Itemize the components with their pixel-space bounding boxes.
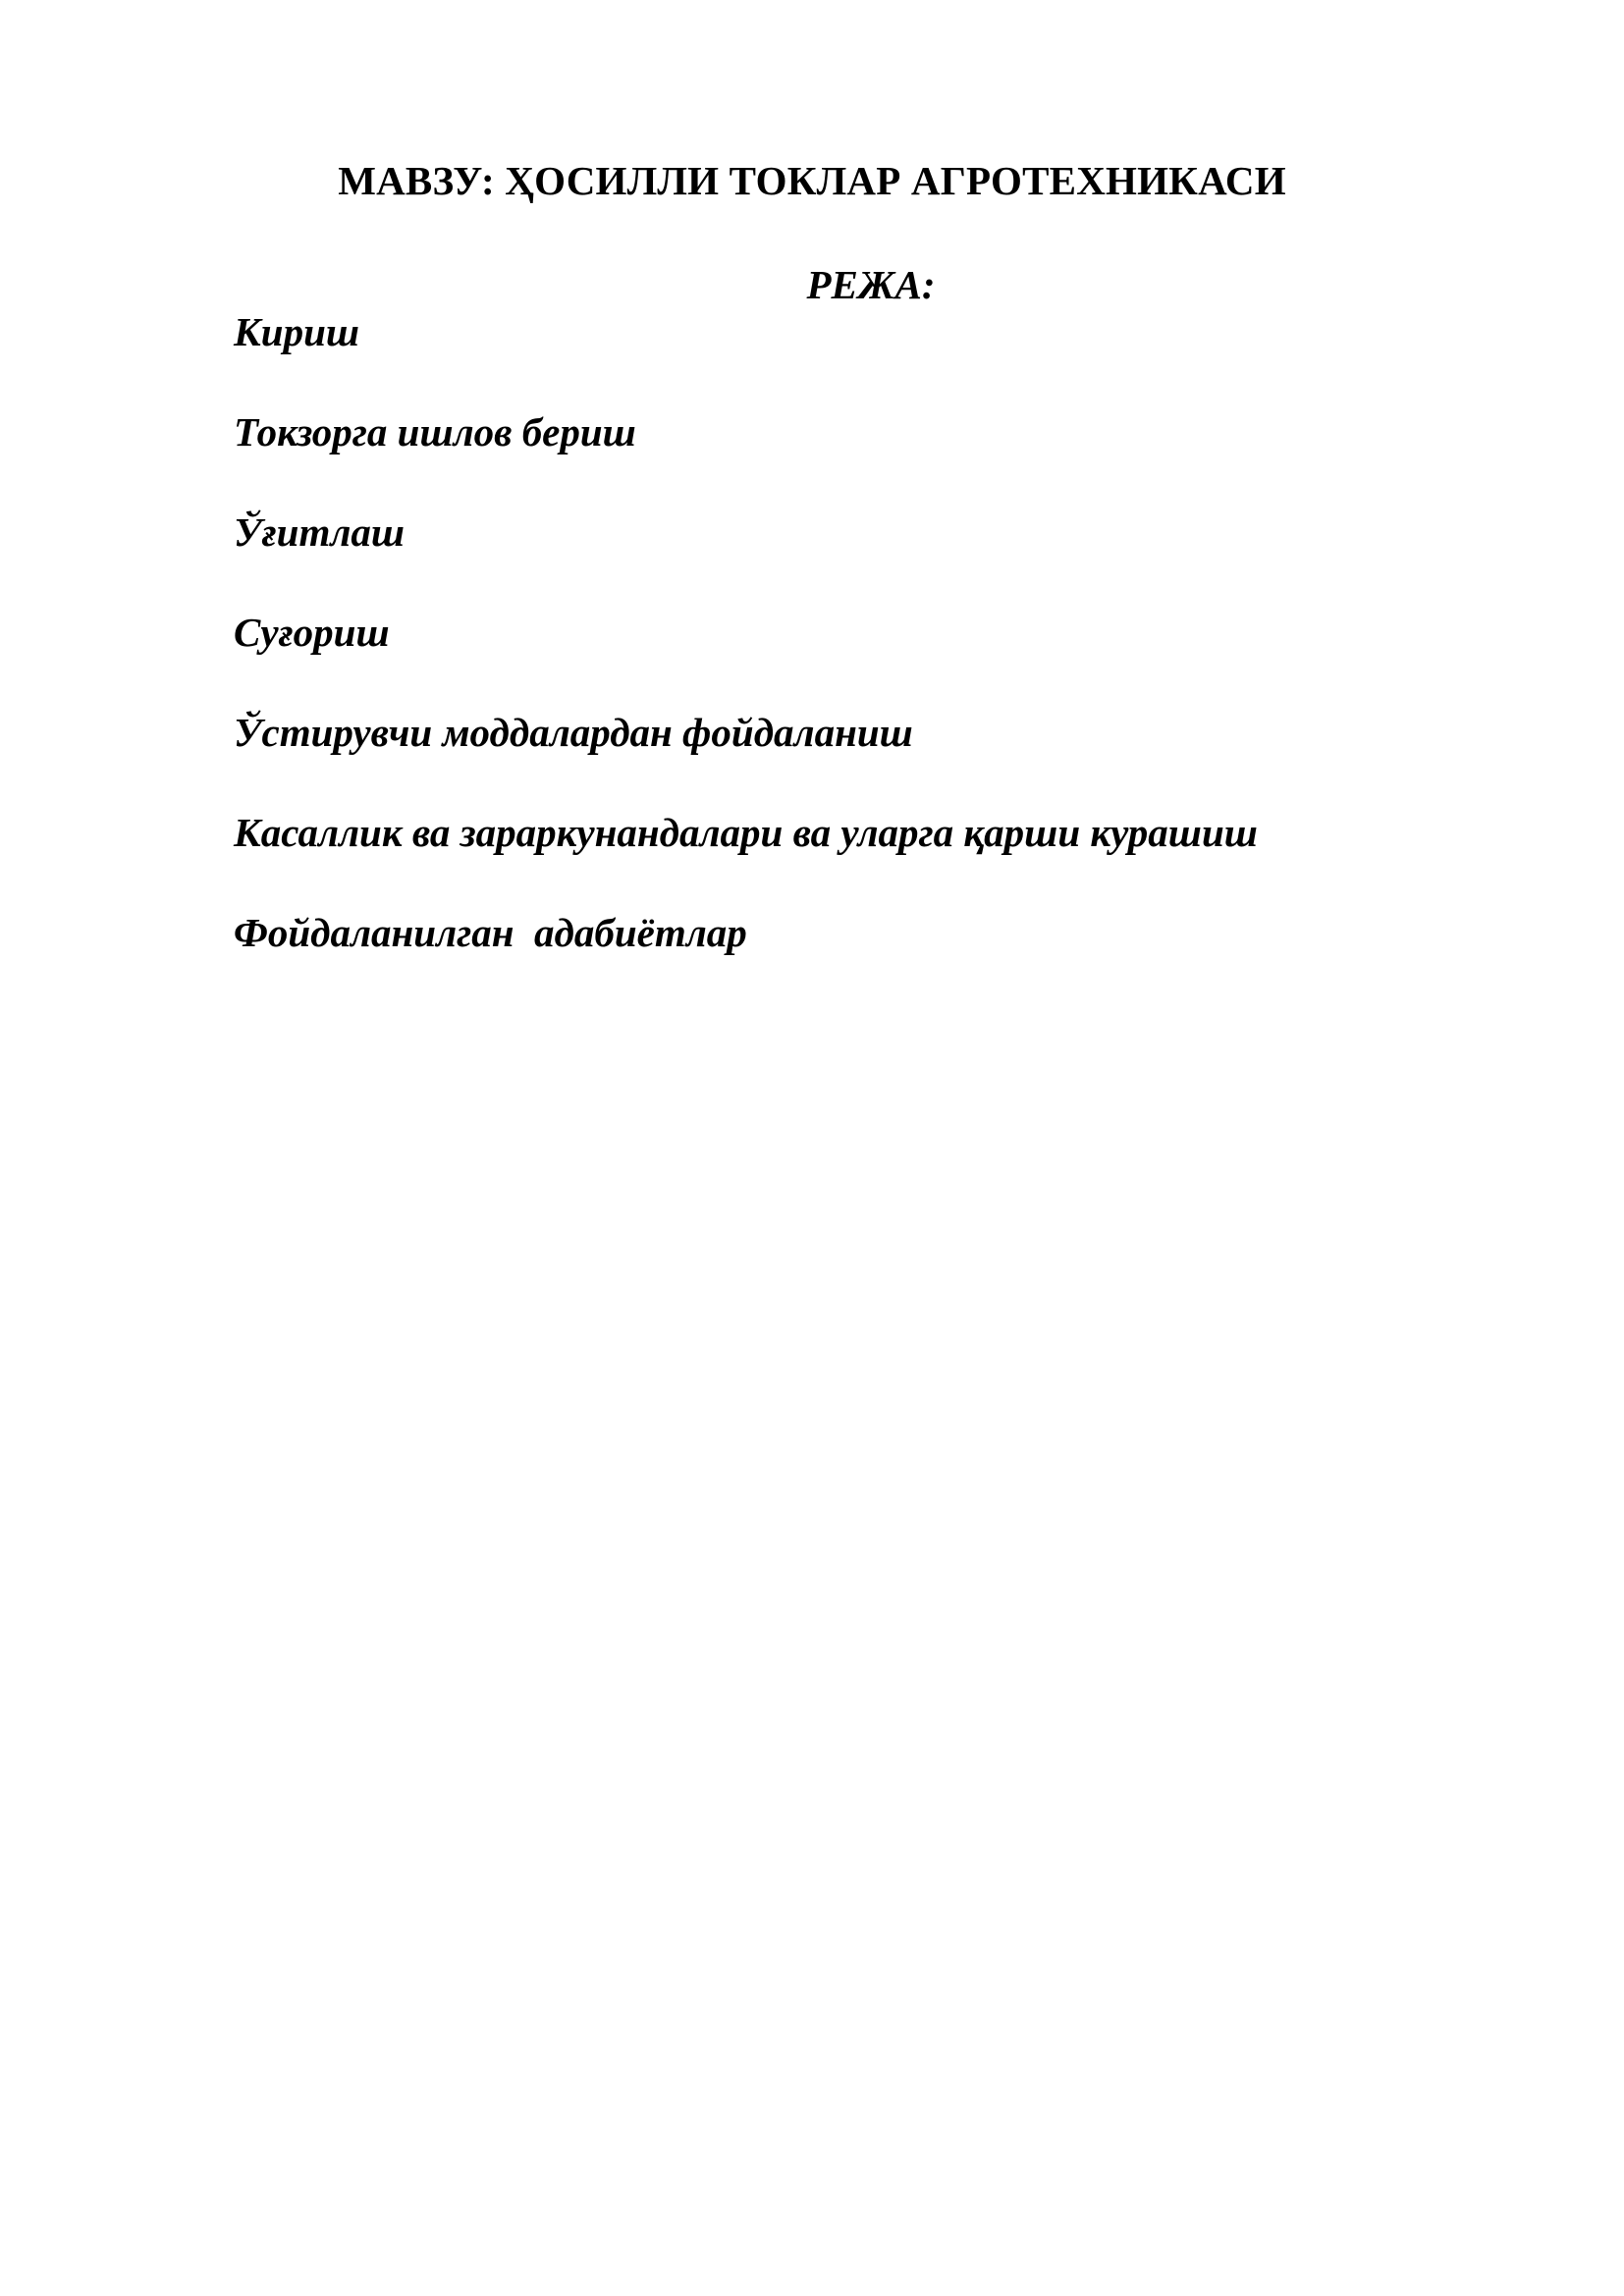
plan-heading: РЕЖА: bbox=[806, 262, 936, 307]
plan-list bbox=[234, 300, 1258, 1001]
plan-item-irrigation: Суғориш bbox=[234, 610, 390, 655]
plan-item-growth-regulators: Ўстирувчи моддалардан фойдаланиш bbox=[234, 710, 913, 755]
plan-item-diseases-and-pests: Касаллик ва зараркунандалари ва уларга қарши курашиш bbox=[234, 810, 1258, 855]
document-title: МАВЗУ: ҲОСИЛЛИ ТОКЛАР АГРОТЕХНИКАСИ bbox=[338, 158, 1286, 203]
plan-item-fertilizing: Ўғитлаш bbox=[234, 509, 406, 555]
plan-item-vineyard-cultivation: Токзорга ишлов бериш bbox=[234, 409, 636, 454]
plan-item-introduction: Кириш bbox=[234, 309, 360, 354]
plan-item-references: Фойдаланилган адабиётлар bbox=[234, 910, 747, 955]
